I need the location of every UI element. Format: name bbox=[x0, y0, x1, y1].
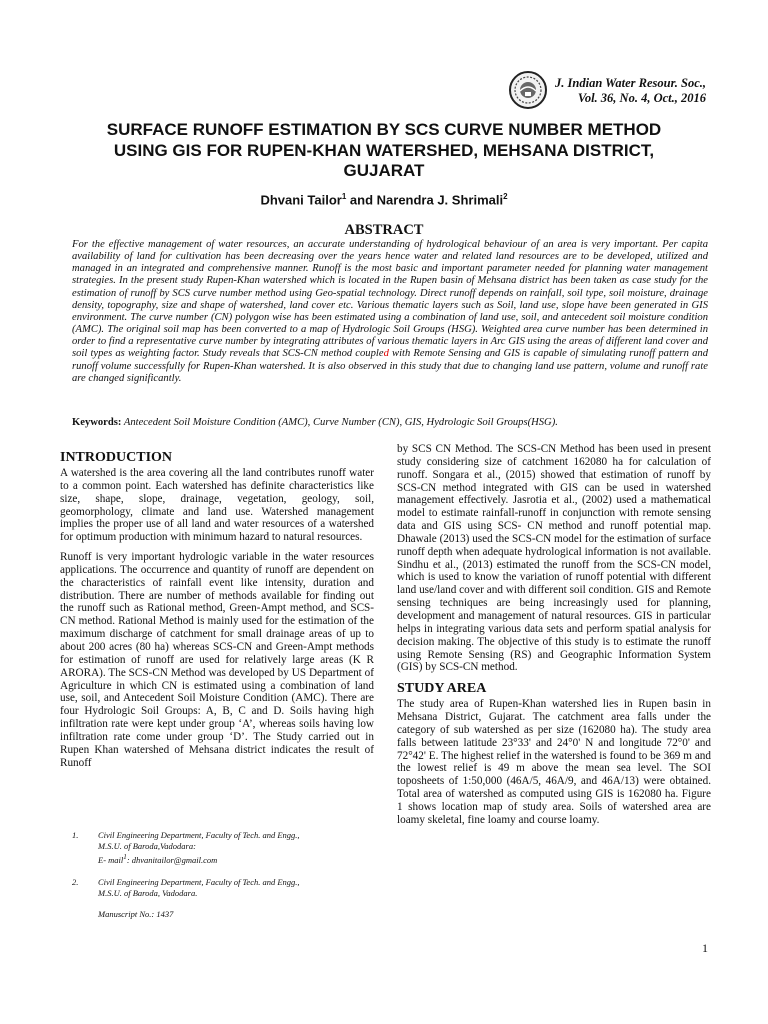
study-area-paragraph-1: The study area of Rupen-Khan watershed lies in Rupen basin in Mehsana District, Gujarat. The catchment area falls under the category of sub watershed as per size (162080 ha). The study area falls between latitude 23°33' and 24°0' N and longitude 72°0' and 72°42' E. The highest relief in the watershed is found to be 369 m and the lowest relief is 49 m above the mean sea level. The SOI toposheets of 1:50,000 (46A/5, 46A/9, and 46A/13) were obtained. Total area of watershed as computed using GIS is 162080 ha. Figure 1 shows location map of study area. Soils of watershed area are loamy skeletal, fine loamy and course loamy. bbox=[397, 698, 711, 826]
footnote-email-label: E- mail bbox=[98, 854, 124, 865]
paper-title bbox=[60, 120, 708, 182]
footnote-2-line-1: Civil Engineering Department, Faculty of Tech. and Engg., bbox=[98, 877, 300, 887]
abstract-body: For the effective management of water resources, an accurate understanding of hydrological behaviour of an area is very important. Per capita availability of land for cultivation has been decreasing over the years hence water and related land resources are to be developed, utilized and managed in an integrated and comprehensive manner. Runoff is the most basic and important parameter needed for planning water management strategies. In the present study Rupen-Khan watershed which is located in the Rupen basin of Mehsana district has been taken as case study for the estimation of runoff by SCS curve number method using Geo-spatial technology. Direct runoff depends on rainfall, soil type, soil moisture, drainage density, topography, size and shape of watershed, land cover etc. Various thematic layers such as Soil, land use, slope have been generated in GIS environment. The curve number (CN) polygon wise has been estimated using a combination of land use, soil, and antecedent soil moisture condition (AMC). The original soil map has been converted to a map of Hydrologic Soil Groups (HSG). Weighted area curve number has been determined in order to find a representative curve number by integrating attributes of various thematic layers in Arc GIS using the areas of different land cover and soil types as weighting factor. Study reveals that SCS-CN method couple bbox=[72, 239, 708, 360]
footnote-1 bbox=[98, 830, 300, 866]
journal-logo bbox=[508, 70, 548, 110]
footnote-email-sup: 1 bbox=[123, 853, 127, 861]
introduction-heading: INTRODUCTION bbox=[60, 450, 173, 465]
keywords-label: Keywords: bbox=[72, 417, 122, 428]
introduction-paragraph-2: Runoff is very important hydrologic variable in the water resources applications. The occurrence and quantity of runoff are dependent on the characteristics of rainfall event like intensity, duration and distribution. There are number of methods available for finding out the runoff such as Rational method, Green-Ampt method, and SCS-CN method. Rational Method is mainly used for the estimation of the maximum discharge of catchment for small drainage areas of up to about 200 acres (80 ha) whereas SCS-CN and Green-Ampt methods for estimation of runoff are used for relatively large areas (K R ARORA). The SCS-CN Method was developed by US Department of Agriculture in which CN is estimated using a combination of land use, soil, and Antecedent Soil Moisture Condition (AMC). There are four Hydrologic Soil Groups: A, B, C and D. Soils having high infiltration rate were kept under group ‘A’, whereas soils having low infiltration rate come under group ‘D’. The Study carried out in Rupen Khan watershed of Mehsana district indicates the result of Runoff bbox=[60, 551, 374, 769]
author-2-affiliation: 2 bbox=[503, 192, 508, 201]
author-2: Narendra J. Shrimali bbox=[376, 192, 504, 208]
journal-volume: Vol. 36, No. 4, Oct., 2016 bbox=[577, 91, 706, 105]
left-column bbox=[60, 450, 374, 776]
footnote-email: : dhvanitailor@gmail.com bbox=[126, 854, 218, 865]
abstract-heading: ABSTRACT bbox=[344, 222, 424, 238]
manuscript-number: Manuscript No.: 1437 bbox=[98, 909, 174, 919]
abstract-body-end: with Remote Sensing and GIS is capable of simulating runoff pattern and runoff volume successfully for Rupen-Khan watershed. It is also observed in this study that due to changing land use pattern, volume and runoff rate are changed significantly. bbox=[72, 348, 709, 384]
author-list bbox=[60, 192, 708, 207]
study-area-heading: STUDY AREA bbox=[397, 681, 487, 697]
abstract-text bbox=[72, 239, 708, 385]
abstract-highlight: d bbox=[383, 348, 389, 360]
introduction-paragraph-3: by SCS CN Method. The SCS-CN Method has been used in present study considering size of catchment 162080 ha for calculation of runoff. Songara et al., (2015) showed that estimation of runoff by SCS-CN method integrated with GIS can be used in watershed management effectively. Jasrotia et al., (2002) used a mathematical model to estimate rainfall-runoff in conjunction with remote sensing data and GIS using SCS- CN method and runoff potential map. Dhawale (2013) used the SCS-CN model for the estimation of surface runoff depth when adequate hydrological information is not available. Sindhu et al., (2013) estimated the runoff from the SCS-CN model, which is used to know the variation of runoff potential with different land use/land cover and with different soil condition. GIS and Remote sensing techniques are being increasingly used for planning, development and management of natural resources. GIS in particular helps in integrating various data sets and perform spatial analysis for decision making. The objective of this study is to estimate the runoff using Remote Sensing (RS) and Geographic Information System (GIS) by SCS-CN method. bbox=[397, 443, 711, 674]
introduction-paragraph-1: A watershed is the area covering all the land contributes runoff water to a common point. Each watershed has definite characteristics like size, shape, slope, drainage, vegetation, geology, soil, geomorphology, climate and land use. Watershed management implies the proper use of all land and water resources of a watershed for optimum production with minimum hazard to natural resources. bbox=[60, 467, 374, 544]
title-line-2: USING GIS FOR RUPEN-KHAN WATERSHED, MEHSANA DISTRICT, bbox=[113, 140, 655, 160]
author-1: Dhvani Tailor bbox=[260, 192, 342, 208]
footnote-2 bbox=[98, 877, 300, 899]
footnote-1-line-3 bbox=[98, 852, 300, 866]
footnote-1-line-1: Civil Engineering Department, Faculty of Tech. and Engg., bbox=[98, 830, 300, 840]
right-column bbox=[397, 443, 711, 834]
journal-name: J. Indian Water Resour. Soc., bbox=[555, 76, 706, 90]
author-connector: and bbox=[346, 192, 377, 208]
title-line-3: GUJARAT bbox=[343, 161, 425, 180]
footnote-2-number: 2. bbox=[72, 877, 79, 887]
page-number: 1 bbox=[702, 941, 708, 955]
title-line-1: SURFACE RUNOFF ESTIMATION BY SCS CURVE NUMBER METHOD bbox=[106, 120, 662, 139]
footnote-1-line-2: M.S.U. of Baroda,Vadodara: bbox=[98, 841, 196, 851]
author-1-affiliation: 1 bbox=[341, 192, 347, 201]
keywords bbox=[72, 417, 708, 428]
journal-citation bbox=[555, 76, 706, 106]
footnote-2-line-2: M.S.U. of Baroda, Vadodara. bbox=[98, 888, 198, 898]
footnote-1-number: 1. bbox=[72, 830, 79, 840]
keywords-text: Antecedent Soil Moisture Condition (AMC), Curve Number (CN), GIS, Hydrologic Soil Groups(HSG). bbox=[121, 417, 558, 428]
